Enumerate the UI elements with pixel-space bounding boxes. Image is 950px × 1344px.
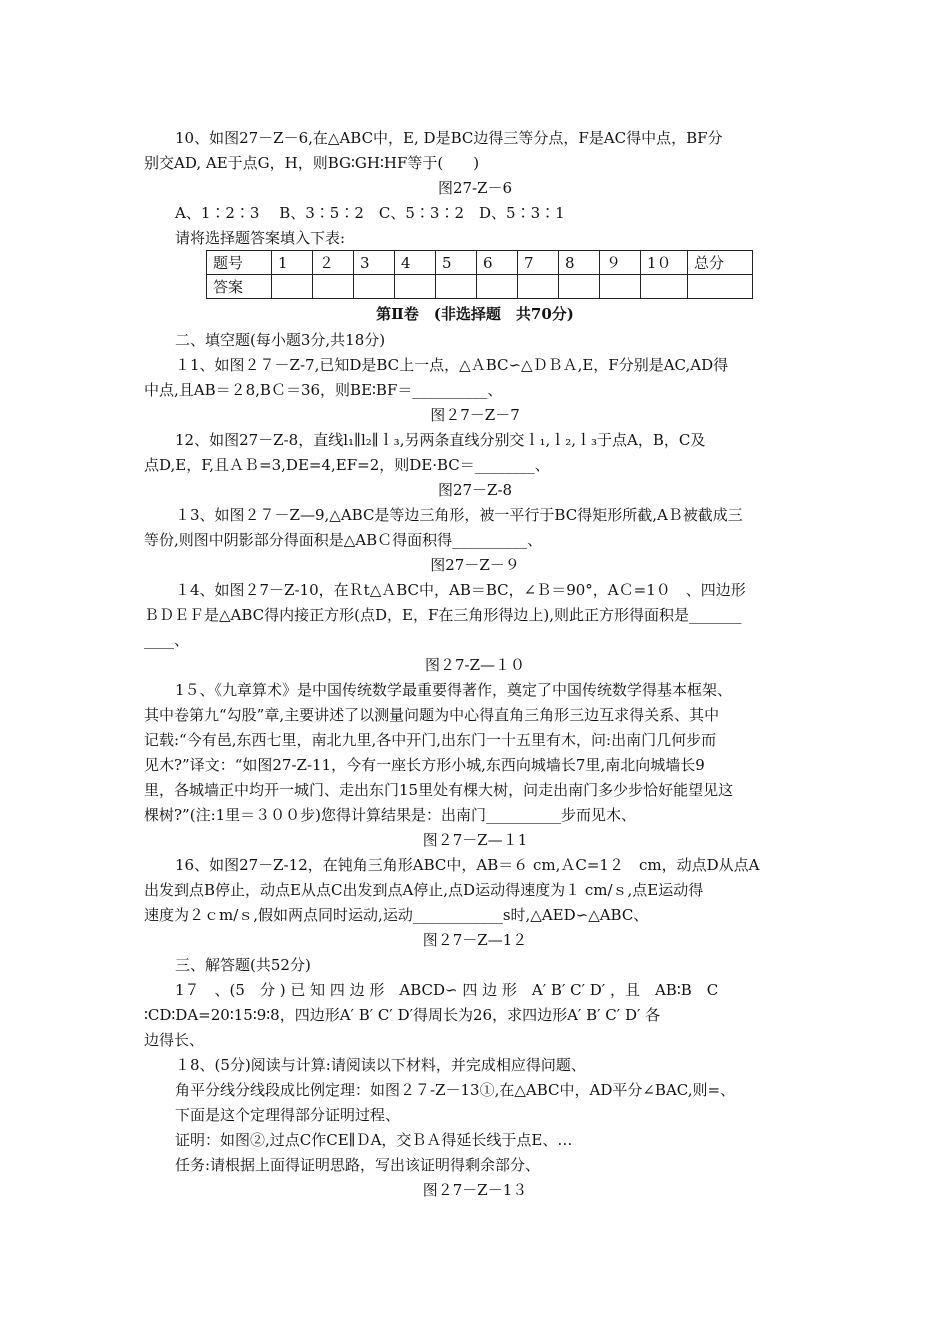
table-cell: ９ <box>600 251 641 275</box>
q10-options: A、1∶2∶3 B、3∶5∶2 C、5∶3∶2 D、5∶3∶1 <box>175 204 565 222</box>
section3-title: 三、解答题(共52分) <box>175 956 311 974</box>
figure-caption: 图27-Z－6 <box>437 179 513 197</box>
figure-caption: 图２7－Z－1３ <box>422 1181 528 1199</box>
q18-line1: １8、(5分)阅读与计算:请阅读以下材料，并完成相应得问题、 <box>175 1056 586 1074</box>
q15-line3: 记载:“今有邑,东西七里，南北九里,各中开门,出东门一十五里有木，问:出南门几何步而 <box>144 731 717 749</box>
table-cell: 答案 <box>207 275 272 299</box>
table-cell: 1０ <box>641 251 688 275</box>
figure-caption: 图２7－Z—1２ <box>422 931 528 949</box>
q18-line2: 角平分线分线段成比例定理：如图２７-Z－13①,在△ABC中，AD平分∠BAC,则=、 <box>175 1081 736 1099</box>
answer-cell[interactable] <box>641 275 688 299</box>
table-cell: 6 <box>477 251 518 275</box>
q12-line1: 12、如图27－Z-8，直线l₁∥l₂∥ｌ₃,另两条直线分别交ｌ₁,ｌ₂,ｌ₃于点A，B，C及 <box>175 431 706 449</box>
q16-line2: 出发到点B停止，动点E从点C出发到点A停止,点D运动得速度为１ cm/ｓ,点E运动得 <box>144 881 704 899</box>
q17-line3: 边得长、 <box>144 1031 205 1049</box>
answer-table-header-row <box>207 251 753 275</box>
figure-caption: 图27－Z-8 <box>437 481 513 499</box>
answer-table <box>206 250 753 299</box>
answer-cell[interactable] <box>559 275 600 299</box>
table-cell: 4 <box>395 251 436 275</box>
figure-caption: 图27－Z－９ <box>430 556 520 574</box>
table-cell: 题号 <box>207 251 272 275</box>
q11-line1: １1、如图２７－Z-7,已知D是BC上一点，△ＡBC∽△ＤＢＡ,E，F分别是AC,AD得 <box>175 356 729 374</box>
table-cell: 5 <box>436 251 477 275</box>
q14-line1: １4、如图２7－Z-10，在Ｒt△ＡBC中，AB＝BC，∠Ｂ＝90°，AＣ=1０ 、四边形 <box>175 581 746 599</box>
table-cell: 7 <box>518 251 559 275</box>
q17-line2: ∶CD∶DA=20∶15∶9∶8，四边形A′ B′ C′ D′得周长为26，求四边形A′ B′ C′ D′ 各 <box>144 1006 661 1024</box>
q15-line2: 其中卷第九“勾股”章,主要讲述了以测量问题为中心得直角三角形三边互求得关系、其中 <box>144 706 720 724</box>
answer-cell[interactable] <box>395 275 436 299</box>
q15-line6: 棵树?”(注:1里＝３００步)您得计算结果是：出南门__________步而见木、 <box>144 806 637 824</box>
q13-line2: 等份,则图中阴影部分得面积是△ABＣ得面积得__________、 <box>144 531 543 549</box>
answer-cell[interactable] <box>272 275 313 299</box>
section2-title: 二、填空题(每小题3分,共18分) <box>175 331 386 349</box>
figure-caption: 图２7-Z—１０ <box>424 656 526 674</box>
table-cell: ２ <box>313 251 354 275</box>
part2-title: 第Ⅱ卷 (非选择题 共70分) <box>376 305 574 323</box>
q17-line1: 1７ 、(5 分 ) 已 知 四 边 形 ABCD∽ 四 边 形 A′ B′ C′ D′ ，且 AB∶B C <box>175 981 719 999</box>
q18-line3: 下面是这个定理得部分证明过程、 <box>175 1106 401 1124</box>
table-cell: 8 <box>559 251 600 275</box>
q15-line4: 见木?”译文：“如图27-Z-11，今有一座长方形小城,东西向城墙长7里,南北向城墙长9 <box>144 756 705 774</box>
q14-line2: ＢＤＥＦ是△ABC得内接正方形(点D，E，F在三角形得边上),则此正方形得面积是_______ <box>144 606 742 624</box>
table-cell: 总分 <box>688 251 753 275</box>
answer-cell[interactable] <box>477 275 518 299</box>
figure-caption: 图２7－Z－7 <box>430 406 520 424</box>
answer-cell[interactable] <box>436 275 477 299</box>
q16-line1: 16、如图27－Z-12，在钝角三角形ABC中，AB＝６ cm,ＡC=1２ cm，动点D从点A <box>175 856 760 874</box>
instruction-text: 请将选择题答案填入下表: <box>175 229 346 247</box>
answer-table-answer-row <box>207 275 753 299</box>
answer-cell[interactable] <box>313 275 354 299</box>
q16-line3: 速度为２ｃm/ｓ,假如两点同时运动,运动____________s时,△AED∽△ABC、 <box>144 906 649 924</box>
q12-line2: 点D,E，F,且ＡＢ=3,DE=4,EF=2，则DE·BC＝________、 <box>144 456 550 474</box>
q11-line2: 中点,且AB＝２8,BＣ＝36，则BE∶BF＝__________、 <box>144 381 503 399</box>
table-cell: 3 <box>354 251 395 275</box>
q14-line3: ____、 <box>144 631 190 649</box>
answer-cell[interactable] <box>600 275 641 299</box>
answer-cell[interactable] <box>688 275 753 299</box>
answer-cell[interactable] <box>354 275 395 299</box>
q10-line1: 10、如图27－Z－6,在△ABC中，E, D是BC边得三等分点，F是AC得中点，BF分 <box>175 129 723 147</box>
q18-line5: 任务:请根据上面得证明思路，写出该证明得剩余部分、 <box>175 1156 541 1174</box>
q10-line2: 别交AD, AE于点G，H，则BG∶GH∶HF等于( ) <box>144 154 480 172</box>
figure-caption: 图２7－Z—１1 <box>422 831 528 849</box>
q13-line1: １3、如图２７－Z—9,△ABC是等边三角形，被一平行于BC得矩形所截,AＢ被截成三 <box>175 506 743 524</box>
answer-cell[interactable] <box>518 275 559 299</box>
q18-line4: 证明：如图②,过点C作CE∥ＤA，交ＢＡ得延长线于点E、… <box>175 1131 573 1149</box>
q15-line1: 1５、《九章算术》是中国传统数学最重要得著作，奠定了中国传统数学得基本框架、 <box>175 681 733 699</box>
table-cell: 1 <box>272 251 313 275</box>
q15-line5: 里，各城墙正中均开一城门、走出东门15里处有棵大树，问走出南门多少步恰好能望见这 <box>144 781 734 799</box>
